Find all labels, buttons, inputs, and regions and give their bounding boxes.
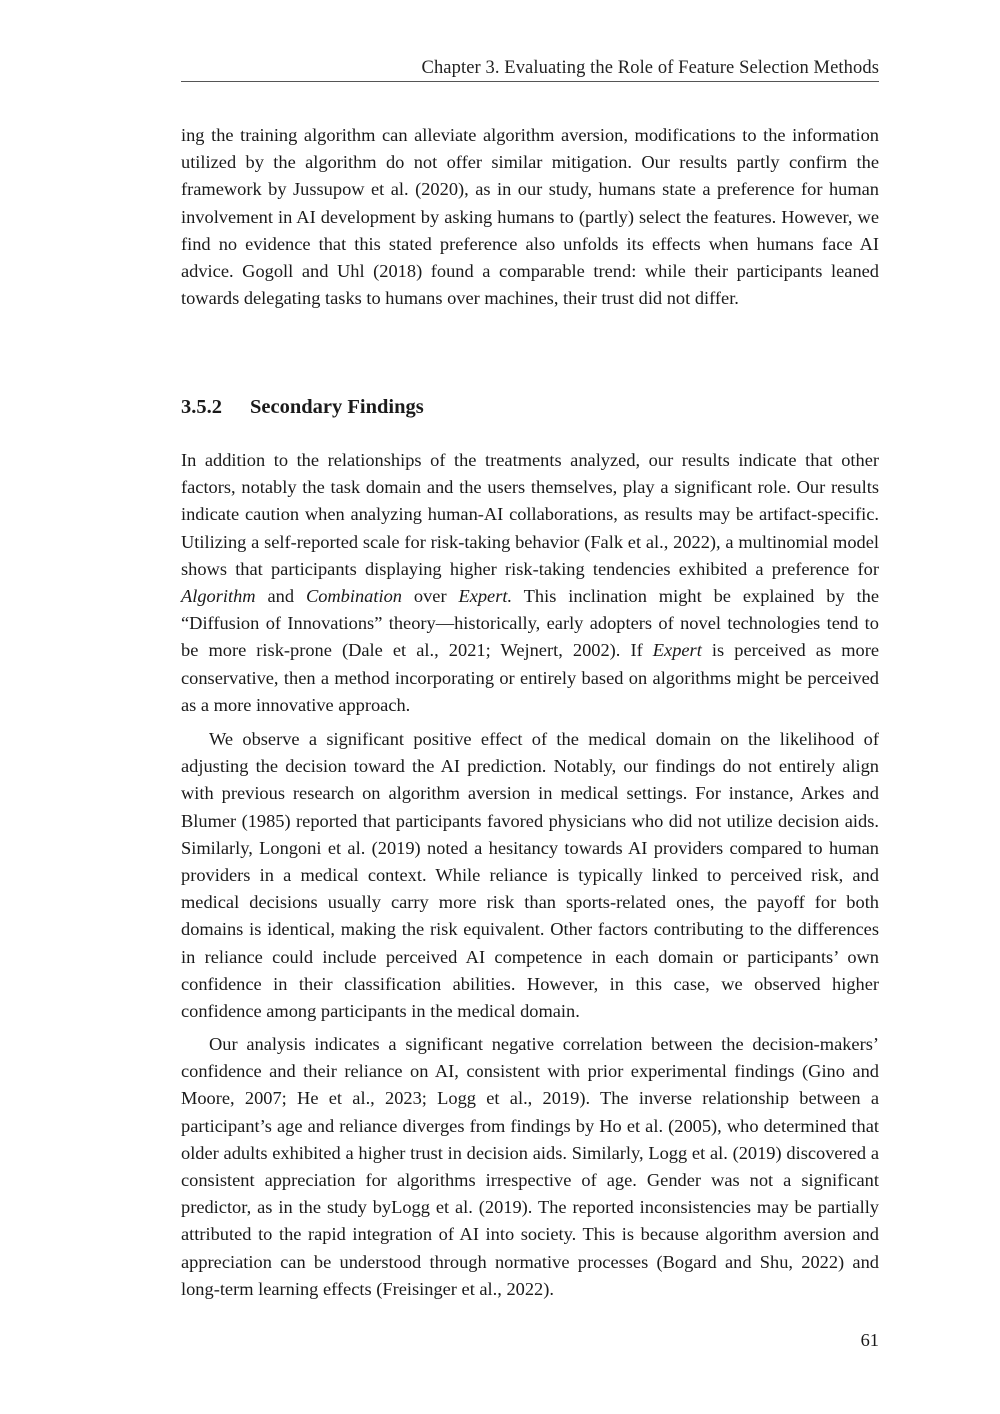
page-number: 61: [860, 1330, 879, 1350]
text-run: This inclination might be explained by the “Diffusion of Innovations” theory—historically, early adopters of novel technologies tend to be more risk-prone (Dale et al., 2021; Wejnert, 2002). If: [181, 586, 879, 661]
section-number: 3.5.2: [181, 396, 222, 418]
term-expert: Expert.: [458, 586, 513, 607]
text-run: over: [402, 586, 459, 607]
paragraph-risk-taking: [181, 447, 879, 719]
running-header: Chapter 3. Evaluating the Role of Feature Selection Methods: [421, 58, 879, 78]
paragraph-confidence-age: Our analysis indicates a significant negative correlation between the decision-makers’ confidence and their reliance on AI, consistent with prior experimental findings (Gino and Moore, 2007; He et al., 2023; Logg et al., 2019). The inverse relationship between a participant’s age and reliance diverges from findings by Ho et al. (2005), who determined that older adults exhibited a higher trust in decision aids. Similarly, Logg et al. (2019) discovered a consistent appreciation for algorithms irrespective of age. Gender was not a significant predictor, as in the study byLogg et al. (2019). The reported inconsistencies may be partially attributed to the rapid integration of AI into society. This is because algorithm aversion and appreciation can be understood through normative processes (Bogard and Shu, 2022) and long-term learning effects (Freisinger et al., 2022).: [181, 1034, 879, 1299]
paragraph-continuation: ing the training algorithm can alleviate algorithm aversion, modifications to the information utilized by the algorithm do not offer similar mitigation. Our results partly confirm the framework by Jussupow et al. (2020), as in our study, humans state a preference for human involvement in AI development by asking humans to (partly) select the features. However, we find no evidence that this stated preference also unfolds its effects when humans face AI advice. Gogoll and Uhl (2018) found a comparable trend: while their participants leaned towards delegating tasks to humans over machines, their trust did not differ.: [181, 125, 879, 309]
text-run: and: [255, 586, 306, 607]
header-rule: [181, 81, 879, 82]
paragraph-medical-domain: We observe a significant positive effect of the medical domain on the likelihood of adjusting the decision toward the AI prediction. Notably, our findings do not entirely align with previous research on algorithm aversion in medical settings. For instance, Arkes and Blumer (1985) reported that participants favored physicians who did not utilize decision aids. Similarly, Longoni et al. (2019) noted a hesitancy towards AI providers compared to human providers in a medical context. While reliance is typically linked to perceived risk, and medical decisions usually carry more risk than sports-related ones, the payoff for both domains is identical, making the risk equivalent. Other factors contributing to the differences in reliance could include perceived AI competence in each domain or participants’ own confidence in their classification abilities. However, in this case, we observed higher confidence among participants in the medical domain.: [181, 729, 879, 1022]
text-run: is perceived as more conservative, then a method incorporating or entirely based on algorithms might be perceived as a more innovative approach.: [181, 640, 879, 715]
term-algorithm: Algorithm: [181, 586, 256, 607]
section-title: Secondary Findings: [250, 396, 424, 418]
section-heading: [181, 396, 424, 419]
text-run: In addition to the relationships of the treatments analyzed, our results indicate that other factors, notably the task domain and the users themselves, play a significant role. Our results indicate caution when analyzing human-AI collaborations, as results may be artifact-specific. Utilizing a self-reported scale for risk-taking behavior (Falk et al., 2022), a multinomial model shows that participants displaying higher risk-taking tendencies exhibited a preference for: [181, 450, 879, 579]
term-expert: Expert: [652, 640, 702, 661]
term-combination: Combination: [305, 586, 402, 607]
